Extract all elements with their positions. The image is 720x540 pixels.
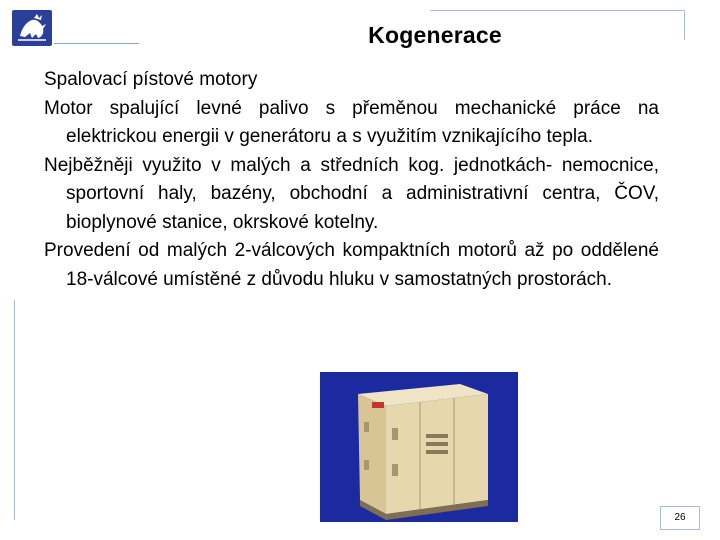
paragraph-3: Provedení od malých 2-válcových kompaktních motorů až po oddělené 18-válcové umístěné z důvodu hluku v samostatných prostorách. [44,240,659,290]
frame-line-left [14,300,15,520]
slide-title: Kogenerace [368,22,502,48]
page-number: 26 [660,506,700,530]
slide-content [44,66,659,294]
cogeneration-unit-photo [320,372,518,522]
header-divider-right [430,10,685,11]
paragraph-2: Nejběžněji využito v malých a středních kog. jednotkách- nemocnice, sportovní haly, bazény, obchodní a administrativní centra, ČOV, bioplynové stanice, okrskové kotelny. [44,154,659,233]
paragraph-1: Motor spalující levné palivo s přeměnou mechanické práce na elektrickou energii v generátoru a s využitím vznikajícího tepla. [44,97,659,147]
slide-subtitle: Spalovací pístové motory [44,69,258,90]
